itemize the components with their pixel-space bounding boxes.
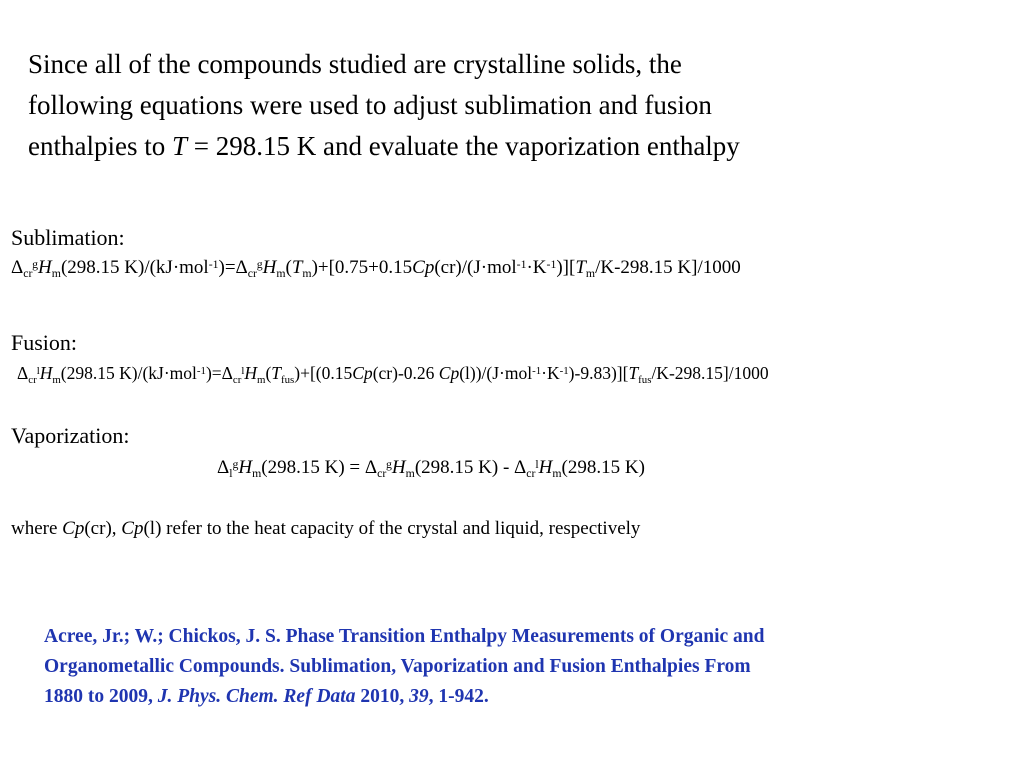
note-text: (l) refer to the heat capacity of the crystal and liquid, respectively — [143, 518, 641, 539]
equation-text: (cr)-0.26 — [372, 363, 439, 383]
equation-text: (298.15 K) — [561, 457, 645, 478]
equation-text: ( — [285, 257, 292, 278]
reference-text: 1880 to 2009, — [44, 686, 158, 707]
superscript: g — [386, 457, 392, 471]
superscript: g — [32, 257, 39, 271]
equation-text: /K-298.15]/1000 — [651, 363, 769, 383]
subscript: cr — [28, 373, 37, 386]
intro-line-3 — [28, 126, 988, 167]
heat-capacity-note — [11, 517, 640, 541]
superscript: l — [535, 457, 539, 471]
fusion-equation — [17, 361, 769, 385]
subscript: m — [585, 267, 596, 281]
delta-symbol: Δ — [17, 363, 29, 383]
heat-capacity-symbol: Cp — [438, 363, 460, 383]
reference-citation — [44, 622, 1004, 712]
superscript: l — [241, 365, 245, 378]
delta-symbol: Δ — [217, 457, 230, 478]
equation-text: (298.15 K)/(kJ·mol — [60, 363, 197, 383]
subscript: m — [552, 467, 562, 481]
equation-text: (cr)/(J·mol — [434, 257, 517, 278]
heat-capacity-symbol: Cp — [352, 363, 373, 383]
equation-text: /K-298.15 K]/1000 — [595, 257, 741, 278]
note-text: where — [11, 518, 63, 539]
sublimation-heading: Sublimation: — [11, 225, 125, 250]
equation-text: )+[0.75+0.15 — [311, 257, 413, 278]
superscript: -1 — [196, 365, 206, 378]
equation-text: )-9.83)][ — [568, 363, 629, 383]
equation-text: (298.15 K)/(kJ·mol — [60, 257, 209, 278]
heat-capacity-symbol: Cp — [121, 518, 144, 539]
equation-text: (l))/(J·mol — [459, 363, 533, 383]
subscript: fus — [281, 373, 295, 386]
journal-name: J. Phys. Chem. Ref Data — [157, 686, 356, 707]
equation-text: )][ — [556, 257, 576, 278]
temperature-symbol: T — [271, 363, 281, 383]
subscript: m — [252, 467, 262, 481]
reference-text: 2010, — [355, 686, 410, 707]
subscript: m — [276, 267, 286, 281]
superscript: -1 — [559, 365, 569, 378]
temperature-symbol: T — [575, 257, 586, 278]
temperature-symbol: T — [291, 257, 303, 278]
intro-line-2: following equations were used to adjust sublimation and fusion — [28, 90, 712, 120]
superscript: -1 — [516, 257, 527, 271]
enthalpy-symbol: H — [391, 457, 406, 478]
enthalpy-symbol: H — [538, 457, 553, 478]
intro-line-3-pre: enthalpies to — [28, 131, 172, 161]
subscript: m — [302, 267, 312, 281]
equation-text: )=Δ — [218, 257, 248, 278]
equation-text: )=Δ — [205, 363, 233, 383]
heat-capacity-symbol: Cp — [62, 518, 85, 539]
sublimation-equation — [11, 256, 741, 280]
equation-text: ·K — [526, 257, 547, 278]
vaporization-heading: Vaporization: — [11, 423, 130, 448]
subscript: cr — [526, 467, 536, 481]
superscript: -1 — [546, 257, 557, 271]
intro-line-1: Since all of the compounds studied are crystalline solids, the — [28, 49, 682, 79]
subscript: cr — [232, 373, 242, 386]
enthalpy-symbol: H — [39, 363, 53, 383]
enthalpy-symbol: H — [38, 257, 52, 278]
equation-text: )+[(0.15 — [294, 363, 353, 383]
subscript: cr — [377, 467, 387, 481]
reference-line-1: Acree, Jr.; W.; Chickos, J. S. Phase Transition Enthalpy Measurements of Organic and — [44, 626, 765, 647]
equation-text: (298.15 K) = Δ — [261, 457, 378, 478]
journal-volume: 39 — [409, 686, 429, 707]
note-text: (cr), — [84, 518, 122, 539]
delta-symbol: Δ — [11, 257, 24, 278]
enthalpy-symbol: H — [238, 457, 253, 478]
intro-temperature-symbol: T — [171, 131, 187, 161]
superscript: l — [36, 365, 40, 378]
equation-text: ( — [265, 363, 272, 383]
superscript: -1 — [208, 257, 219, 271]
reference-line-3 — [44, 682, 1004, 712]
subscript: l — [229, 467, 233, 481]
vaporization-equation — [217, 456, 645, 480]
subscript: m — [257, 373, 266, 386]
equation-text: (298.15 K) - Δ — [414, 457, 527, 478]
subscript: fus — [638, 373, 652, 386]
temperature-symbol: T — [628, 363, 639, 383]
subscript: cr — [23, 267, 33, 281]
superscript: g — [256, 257, 263, 271]
intro-line-3-post: = 298.15 K and evaluate the vaporization enthalpy — [187, 131, 740, 161]
enthalpy-symbol: H — [262, 257, 277, 278]
equation-text: ·K — [541, 363, 560, 383]
reference-line-2: Organometallic Compounds. Sublimation, Vaporization and Fusion Enthalpies From — [44, 656, 751, 677]
intro-paragraph — [28, 44, 988, 167]
heat-capacity-symbol: Cp — [412, 257, 435, 278]
subscript: cr — [247, 267, 257, 281]
subscript: m — [51, 267, 61, 281]
fusion-heading: Fusion: — [11, 330, 78, 355]
reference-text: , 1-942. — [428, 686, 489, 707]
superscript: g — [232, 457, 239, 471]
subscript: m — [405, 467, 415, 481]
superscript: -1 — [532, 365, 542, 378]
subscript: m — [52, 373, 61, 386]
enthalpy-symbol: H — [244, 363, 257, 383]
